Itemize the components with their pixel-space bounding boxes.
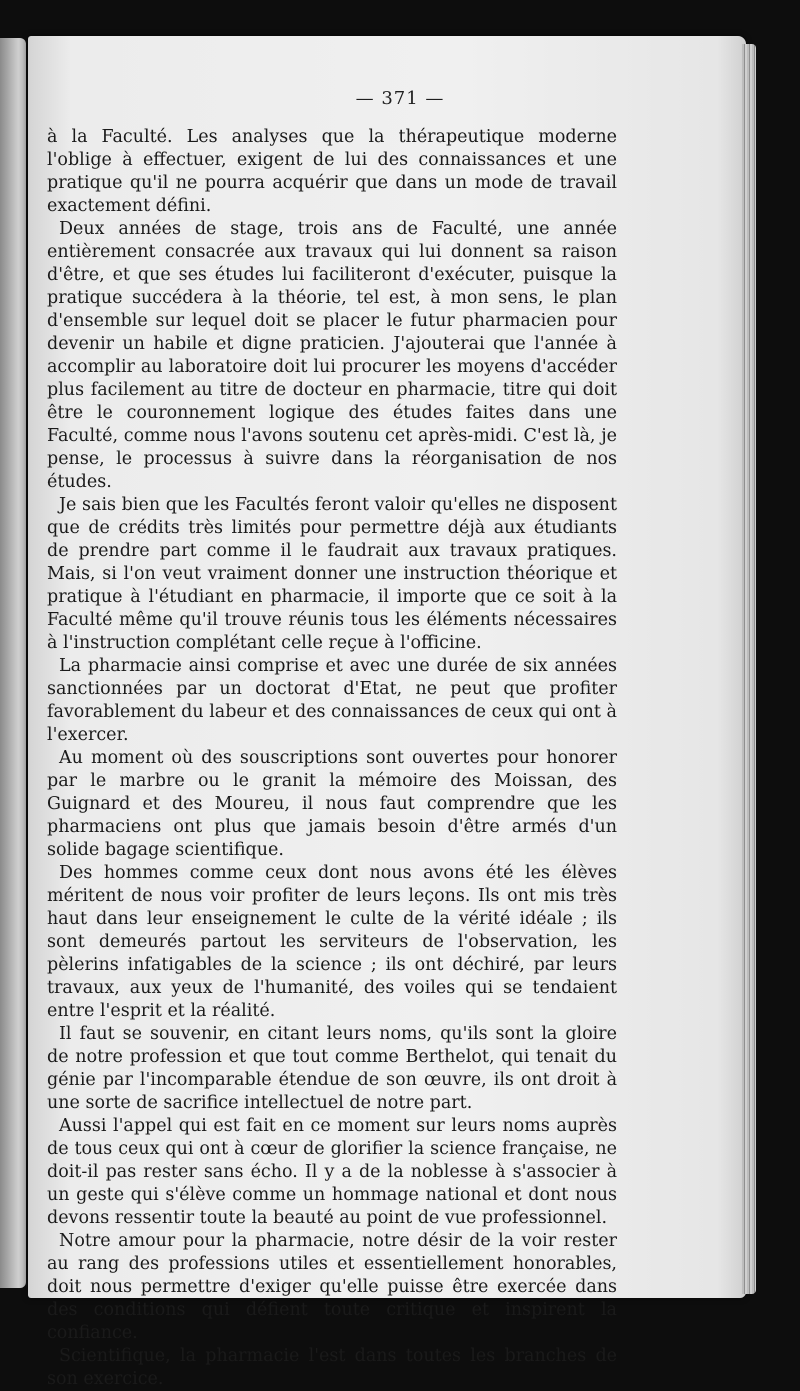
- facing-page-edge: [0, 38, 26, 1288]
- paragraph: Au moment où des souscriptions sont ouvertes pour honorer par le marbre ou le granit la mémoire des Moissan, des Guignard et des Moureu, il nous faut comprendre que les pharmaciens ont plus que jamais besoin d'être armés d'un solide bagage scientifique.: [47, 748, 617, 860]
- page-number: — 371 —: [355, 88, 445, 109]
- paragraph: Scientifique, la pharmacie l'est dans toutes les branches de son exercice.: [47, 1346, 617, 1389]
- paragraph: Je sais bien que les Facultés feront valoir qu'elles ne disposent que de crédits très limités pour permettre déjà aux étudiants de prendre part comme il le faudrait aux travaux pratiques. Mais, si l'on veut vraiment donner une instruction théorique et pratique à l'étudiant en pharmacie, il importe que ce soit à la Faculté même qu'il trouve réunis tous les éléments nécessaires à l'instruction complétant celle reçue à l'officine.: [47, 495, 617, 653]
- paragraph: Deux années de stage, trois ans de Faculté, une année entièrement consacrée aux travaux qui lui donnent sa raison d'être, et que ses études lui faciliteront d'exécuter, puisque la pratique succédera à la théorie, tel est, à mon sens, le plan d'ensemble sur lequel doit se placer le futur pharmacien pour devenir un habile et digne praticien. J'ajouterai que l'année à accomplir au laboratoire doit lui procurer les moyens d'accéder plus facilement au titre de docteur en pharmacie, titre qui doit être le couronnement logique des études faites dans une Faculté, comme nous l'avons soutenu cet après-midi. C'est là, je pense, le processus à suivre dans la réorganisation de nos études.: [47, 219, 617, 492]
- paragraph: à la Faculté. Les analyses que la thérapeutique moderne l'oblige à effectuer, exigent de lui des connaissances et une pratique qu'il ne pourra acquérir que dans un mode de travail exactement défini.: [47, 127, 617, 216]
- paragraph: Il faut se souvenir, en citant leurs noms, qu'ils sont la gloire de notre profession et que tout comme Berthelot, qui tenait du génie par l'incomparable étendue de son œuvre, ils ont droit à une sorte de sacrifice intellectuel de notre part.: [47, 1024, 617, 1113]
- body-text: [47, 126, 617, 1391]
- page-stack-edge: [742, 44, 756, 1294]
- paragraph: Notre amour pour la pharmacie, notre désir de la voir rester au rang des professions utiles et essentiellement honorables, doit nous permettre d'exiger qu'elle puisse être exercée dans des conditions qui défient toute critique et inspirent la confiance.: [47, 1231, 617, 1343]
- paragraph: La pharmacie ainsi comprise et avec une durée de six années sanctionnées par un doctorat d'Etat, ne peut que profiter favorablement du labeur et des connaissances de ceux qui ont à l'exercer.: [47, 656, 617, 745]
- paragraph: Aussi l'appel qui est fait en ce moment sur leurs noms auprès de tous ceux qui ont à cœur de glorifier la science française, ne doit-il pas rester sans écho. Il y a de la noblesse à s'associer à un geste qui s'élève comme un hommage national et dont nous devons ressentir toute la beauté au point de vue professionnel.: [47, 1116, 617, 1228]
- paragraph: Des hommes comme ceux dont nous avons été les élèves méritent de nous voir profiter de leurs leçons. Ils ont mis très haut dans leur enseignement le culte de la vérité idéale ; ils sont demeurés partout les serviteurs de l'observation, les pèlerins infatigables de la science ; ils ont déchiré, par leurs travaux, aux yeux de l'humanité, des voiles qui se tendaient entre l'esprit et la réalité.: [47, 863, 617, 1021]
